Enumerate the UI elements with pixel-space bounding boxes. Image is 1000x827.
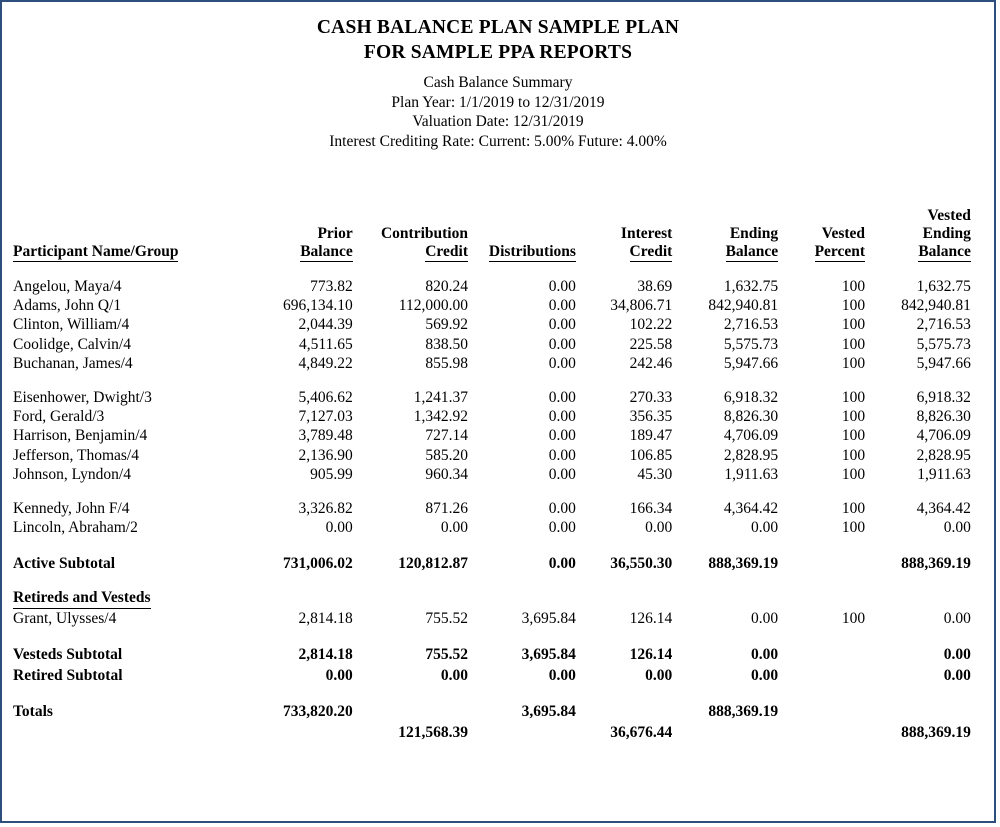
- vested-percent: 100: [841, 316, 866, 334]
- contribution-credit: 727.14: [425, 427, 468, 445]
- column-header-spacer: [971, 207, 994, 262]
- prior-balance: 4,511.65: [299, 335, 353, 353]
- plan-year: Plan Year: 1/1/2019 to 12/31/2019: [391, 93, 605, 111]
- ending-balance: 0.00: [750, 645, 779, 663]
- vested-percent: 100: [841, 427, 866, 445]
- totals-label: Totals: [13, 702, 53, 720]
- row-spacer: [2, 537, 994, 552]
- ending-balance: 4,706.09: [723, 427, 779, 445]
- retired-subtotal-row: [2, 664, 994, 685]
- distributions: 0.00: [548, 555, 576, 573]
- participant-name: Johnson, Lyndon/4: [13, 465, 131, 483]
- table-row: [2, 315, 994, 334]
- totals-interest-credit: 36,676.44: [610, 723, 673, 741]
- participant-name: Harrison, Benjamin/4: [13, 427, 148, 445]
- contribution-credit: 585.20: [425, 446, 468, 464]
- vested-percent: 100: [841, 354, 866, 372]
- vested-percent: 100: [841, 408, 866, 426]
- column-header-ending-balance: Ending Balance: [725, 225, 779, 260]
- distributions: 0.00: [548, 316, 576, 334]
- vested-percent: [778, 643, 865, 664]
- cash-balance-summary-table: [2, 207, 994, 742]
- distributions: 0.00: [548, 389, 576, 407]
- interest-credit: 38.69: [637, 278, 673, 295]
- interest-credit: 126.14: [629, 645, 673, 663]
- interest-credit: 270.33: [629, 389, 673, 407]
- ending-balance: 1,632.75: [723, 278, 779, 295]
- interest-credit: 102.22: [629, 316, 673, 334]
- column-header-interest-credit: Interest Credit: [620, 225, 673, 260]
- prior-balance: 2,814.18: [298, 609, 353, 627]
- ending-balance: 4,364.42: [723, 500, 779, 518]
- section-header: [2, 588, 994, 608]
- column-header-distributions: Distributions: [488, 243, 576, 260]
- prior-balance: 4,849.22: [298, 354, 353, 372]
- totals-prior-balance-blank: [280, 721, 353, 742]
- interest-credit: 242.46: [629, 354, 673, 372]
- prior-balance: 2,136.90: [298, 446, 353, 464]
- vesteds-subtotal-row: [2, 643, 994, 664]
- table-row: [2, 518, 994, 537]
- interest-credit: 45.30: [637, 465, 673, 483]
- retireds-and-vesteds-label: Retireds and Vesteds: [13, 588, 151, 608]
- table-row: [2, 426, 994, 445]
- ending-balance: 1,911.63: [724, 465, 779, 483]
- row-end-spacer: [971, 518, 994, 537]
- participant-name: Adams, John Q/1: [13, 297, 122, 315]
- column-header-contribution-credit: Contribution Credit: [380, 225, 468, 260]
- vested-percent: 100: [841, 335, 866, 353]
- vested-ending-balance: 5,947.66: [916, 354, 971, 372]
- interest-credit: 0.00: [645, 519, 673, 537]
- contribution-credit: 960.34: [425, 465, 468, 483]
- report-subtitle: Cash Balance Summary: [423, 74, 573, 91]
- row-end-spacer: [971, 335, 994, 354]
- vested-ending-balance: 0.00: [943, 645, 971, 663]
- contribution-credit: 0.00: [440, 666, 468, 684]
- contribution-credit: 838.50: [425, 335, 468, 353]
- totals-contribution-credit: 121,568.39: [398, 723, 468, 741]
- table-row: [2, 388, 994, 407]
- column-header-vested-percent: Vested Percent: [814, 225, 866, 260]
- row-end-spacer: [971, 664, 994, 685]
- totals-vested-percent-blank: [778, 700, 865, 721]
- totals-row-line-1: [2, 700, 994, 721]
- vested-percent: 100: [841, 389, 866, 407]
- vested-ending-balance: 1,632.75: [916, 278, 971, 295]
- ending-balance: 6,918.32: [723, 389, 779, 407]
- table-row: [2, 335, 994, 354]
- table-row: [2, 446, 994, 465]
- distributions: 0.00: [548, 465, 576, 483]
- interest-credit: 166.34: [629, 500, 673, 518]
- contribution-credit: 755.52: [425, 645, 468, 663]
- vested-ending-balance: 0.00: [943, 609, 971, 627]
- row-end-spacer: [971, 315, 994, 334]
- distributions: 3,695.84: [521, 609, 576, 627]
- participant-name: Coolidge, Calvin/4: [13, 335, 131, 353]
- interest-credit: 34,806.71: [610, 297, 673, 315]
- vested-ending-balance: 0.00: [943, 666, 971, 684]
- table-row: [2, 499, 994, 518]
- totals-vested-ending-balance: 888,369.19: [901, 723, 971, 741]
- table-body: [2, 262, 994, 742]
- vested-ending-balance: 5,575.73: [916, 335, 971, 353]
- ending-balance: 2,716.53: [723, 316, 779, 334]
- row-end-spacer: [971, 552, 994, 573]
- vested-percent: [778, 552, 865, 573]
- prior-balance: 0.00: [325, 519, 353, 537]
- column-header-prior-balance: Prior Balance: [300, 225, 353, 260]
- vested-percent: 100: [841, 500, 866, 518]
- distributions: 0.00: [548, 500, 576, 518]
- ending-balance: 0.00: [750, 519, 779, 537]
- prior-balance: 773.82: [310, 278, 353, 295]
- table-header-row: [2, 207, 994, 262]
- valuation-date: Valuation Date: 12/31/2019: [412, 113, 584, 130]
- row-spacer: [2, 484, 994, 499]
- vested-percent: [778, 664, 865, 685]
- interest-credit: 126.14: [629, 609, 673, 627]
- row-spacer: [2, 573, 994, 588]
- distributions: 0.00: [548, 666, 576, 684]
- distributions: 0.00: [548, 427, 576, 445]
- interest-credit: 0.00: [645, 666, 673, 684]
- prior-balance: 731,006.02: [282, 555, 353, 573]
- vested-ending-balance: 1,911.63: [917, 465, 971, 483]
- distributions: 0.00: [548, 446, 576, 464]
- interest-credit: 106.85: [629, 446, 673, 464]
- column-header-vested-ending-balance: Vested Ending Balance: [918, 207, 971, 260]
- vested-percent: 100: [841, 446, 866, 464]
- vested-percent: 100: [841, 609, 866, 627]
- vested-percent: 100: [841, 278, 866, 295]
- vested-ending-balance: 4,364.42: [916, 500, 971, 518]
- prior-balance: 5,406.62: [298, 389, 353, 407]
- interest-credit: 225.58: [629, 335, 673, 353]
- table-row: [2, 296, 994, 315]
- vested-ending-balance: 2,716.53: [916, 316, 971, 334]
- ending-balance: 0.00: [750, 666, 779, 684]
- totals-ending-balance: 888,369.19: [708, 702, 779, 720]
- participant-name: Buchanan, James/4: [13, 354, 133, 372]
- contribution-credit: 1,342.92: [413, 408, 468, 426]
- participant-name: Lincoln, Abraham/2: [13, 519, 138, 537]
- prior-balance: 3,326.82: [298, 500, 353, 518]
- participant-name: Ford, Gerald/3: [13, 408, 105, 426]
- ending-balance: 0.00: [750, 609, 779, 627]
- interest-credit: 36,550.30: [610, 555, 673, 573]
- ending-balance: 5,947.66: [723, 354, 779, 372]
- ending-balance: 842,940.81: [708, 297, 779, 315]
- vested-ending-balance: 6,918.32: [916, 389, 971, 407]
- totals-contribution-credit-blank: [353, 700, 468, 721]
- ending-balance: 888,369.19: [708, 555, 779, 573]
- row-end-spacer: [971, 643, 994, 664]
- row-end-spacer: [971, 446, 994, 465]
- vested-ending-balance: 4,706.09: [916, 427, 971, 445]
- vested-percent: 100: [841, 297, 866, 315]
- row-spacer: [2, 685, 994, 700]
- totals-label-blank: [2, 721, 280, 742]
- contribution-credit: 871.26: [425, 500, 468, 518]
- contribution-credit: 112,000.00: [398, 297, 468, 315]
- column-header-participant-name: Participant Name/Group: [13, 243, 179, 260]
- row-end-spacer: [971, 426, 994, 445]
- table-row: [2, 277, 994, 296]
- row-spacer: [2, 373, 994, 388]
- vested-ending-balance: 8,826.30: [916, 408, 971, 426]
- totals-ending-balance-blank: [672, 721, 778, 742]
- report-subheader: [2, 73, 994, 151]
- participant-name: Jefferson, Thomas/4: [13, 446, 139, 464]
- distributions: 0.00: [548, 335, 576, 353]
- row-end-spacer: [971, 700, 994, 721]
- ending-balance: 8,826.30: [723, 408, 779, 426]
- contribution-credit: 820.24: [425, 278, 468, 295]
- distributions: 0.00: [548, 297, 576, 315]
- report-title-line-2: FOR SAMPLE PPA REPORTS: [363, 42, 633, 63]
- table-row: [2, 609, 994, 628]
- row-spacer: [2, 628, 994, 643]
- subtotal-label: Retired Subtotal: [13, 666, 123, 684]
- participant-name: Angelou, Maya/4: [13, 278, 122, 295]
- report-title-line-1: CASH BALANCE PLAN SAMPLE PLAN: [316, 17, 680, 38]
- prior-balance: 2,814.18: [298, 645, 353, 663]
- contribution-credit: 569.92: [425, 316, 468, 334]
- contribution-credit: 855.98: [425, 354, 468, 372]
- interest-credit: 356.35: [629, 408, 673, 426]
- totals-interest-credit-blank: [576, 700, 672, 721]
- table-row: [2, 354, 994, 373]
- row-end-spacer: [971, 407, 994, 426]
- interest-crediting-rate: Interest Crediting Rate: Current: 5.00% Future: 4.00%: [329, 132, 667, 150]
- subtotal-label: Vesteds Subtotal: [13, 645, 123, 663]
- row-end-spacer: [971, 499, 994, 518]
- totals-row-line-2: [2, 721, 994, 742]
- distributions: 0.00: [548, 278, 576, 295]
- contribution-credit: 120,812.87: [398, 555, 468, 573]
- document-header: [2, 2, 994, 151]
- distributions: 0.00: [548, 354, 576, 372]
- participant-name: Eisenhower, Dwight/3: [13, 389, 152, 407]
- vested-ending-balance: 842,940.81: [901, 297, 971, 315]
- totals-prior-balance: 733,820.20: [282, 702, 353, 720]
- row-end-spacer: [971, 721, 994, 742]
- row-end-spacer: [971, 354, 994, 373]
- totals-vested-ending-balance-blank: [865, 700, 971, 721]
- row-end-spacer: [971, 277, 994, 296]
- prior-balance: 905.99: [310, 465, 353, 483]
- ending-balance: 2,828.95: [723, 446, 779, 464]
- vested-percent: 100: [841, 519, 866, 537]
- vested-ending-balance: 888,369.19: [901, 555, 971, 573]
- totals-vested-percent-blank-2: [778, 721, 865, 742]
- interest-credit: 189.47: [629, 427, 673, 445]
- contribution-credit: 0.00: [440, 519, 468, 537]
- vested-percent: 100: [841, 465, 866, 483]
- row-end-spacer: [971, 609, 994, 628]
- prior-balance: 7,127.03: [298, 408, 353, 426]
- table-row: [2, 465, 994, 484]
- participant-name: Clinton, William/4: [13, 316, 130, 334]
- retireds-section-header-row: [2, 588, 994, 608]
- active-subtotal-row: [2, 552, 994, 573]
- contribution-credit: 755.52: [425, 609, 468, 627]
- participant-name: Kennedy, John F/4: [13, 500, 130, 518]
- distributions: 3,695.84: [521, 645, 576, 663]
- distributions: 0.00: [548, 408, 576, 426]
- row-end-spacer: [971, 296, 994, 315]
- row-end-spacer: [971, 388, 994, 407]
- contribution-credit: 1,241.37: [413, 389, 468, 407]
- row-end-spacer: [971, 465, 994, 484]
- row-spacer: [2, 262, 994, 277]
- subtotal-label: Active Subtotal: [13, 555, 116, 573]
- prior-balance: 0.00: [325, 666, 353, 684]
- prior-balance: 696,134.10: [282, 297, 353, 315]
- totals-distributions: 3,695.84: [521, 702, 576, 720]
- prior-balance: 3,789.48: [298, 427, 353, 445]
- totals-distributions-blank: [468, 721, 576, 742]
- vested-ending-balance: 2,828.95: [916, 446, 971, 464]
- ending-balance: 5,575.73: [723, 335, 779, 353]
- table-row: [2, 407, 994, 426]
- prior-balance: 2,044.39: [298, 316, 353, 334]
- participant-name: Grant, Ulysses/4: [13, 609, 117, 627]
- distributions: 0.00: [548, 519, 576, 537]
- vested-ending-balance: 0.00: [943, 519, 971, 537]
